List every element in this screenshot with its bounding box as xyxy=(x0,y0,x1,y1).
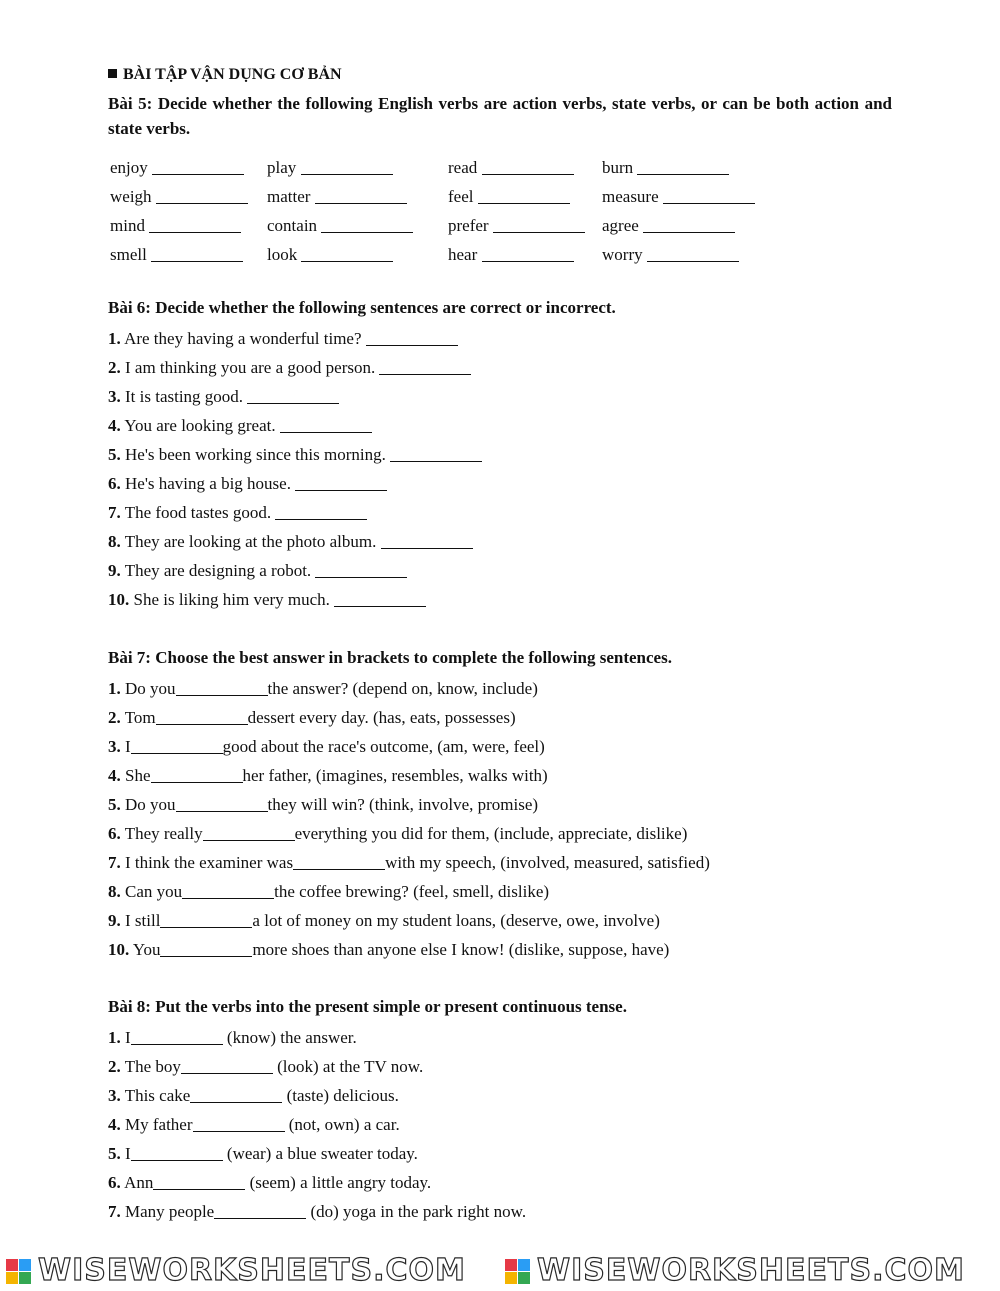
footer-watermark xyxy=(0,1253,1000,1289)
sentence-start: They really xyxy=(124,824,203,843)
item-number: 4. xyxy=(108,1115,121,1134)
sentence-end: (look) at the TV now. xyxy=(277,1057,424,1076)
sentence-end: with my speech, (involved, measured, satisfied) xyxy=(385,853,710,872)
item-number: 3. xyxy=(108,387,121,406)
answer-blank[interactable] xyxy=(275,503,367,520)
sentence-item xyxy=(108,382,616,411)
item-number: 4. xyxy=(108,416,121,435)
sentence-start: I think the examiner was xyxy=(125,853,294,872)
sentence-start: This cake xyxy=(124,1086,191,1105)
verb-label: mind xyxy=(110,216,145,235)
sentence-start: She xyxy=(125,766,151,785)
item-number: 8. xyxy=(108,882,121,901)
sentence-item xyxy=(108,732,710,761)
answer-blank[interactable] xyxy=(663,187,755,204)
verb-row xyxy=(108,183,892,211)
sentence-item xyxy=(108,469,616,498)
answer-blank[interactable] xyxy=(482,158,574,175)
verb-label: feel xyxy=(448,187,474,206)
answer-blank[interactable] xyxy=(160,911,252,928)
sentence-text: They are looking at the photo album. xyxy=(124,532,377,551)
sentence-text: You are looking great. xyxy=(124,416,276,435)
sentence-start: I xyxy=(125,1144,131,1163)
verb-item xyxy=(267,154,393,182)
sentence-start: Do you xyxy=(125,679,176,698)
worksheet-header xyxy=(108,62,892,270)
sentence-item xyxy=(108,411,616,440)
sentence-start: I xyxy=(125,737,131,756)
answer-blank[interactable] xyxy=(160,940,252,957)
item-number: 1. xyxy=(108,679,121,698)
sentence-end: everything you did for them, (include, appreciate, dislike) xyxy=(294,824,688,843)
sentence-end: good about the race's outcome, (am, were, feel) xyxy=(222,737,545,756)
sentence-item xyxy=(108,674,710,703)
verb-item xyxy=(602,241,739,269)
verb-label: prefer xyxy=(448,216,489,235)
sentence-item xyxy=(108,1139,627,1168)
sentence-start: My father xyxy=(125,1115,193,1134)
sentence-start: Ann xyxy=(124,1173,154,1192)
verb-label: measure xyxy=(602,187,659,206)
sentence-end: (know) the answer. xyxy=(226,1028,357,1047)
item-number: 7. xyxy=(108,503,121,522)
verb-label: burn xyxy=(602,158,634,177)
verb-item xyxy=(602,154,729,182)
sentence-text: I am thinking you are a good person. xyxy=(125,358,376,377)
sentence-item xyxy=(108,1168,627,1197)
item-number: 5. xyxy=(108,445,121,464)
answer-blank[interactable] xyxy=(176,679,268,696)
sentence-item xyxy=(108,527,616,556)
sentence-item xyxy=(108,1110,627,1139)
sentence-item xyxy=(108,1052,627,1081)
sentence-end: (not, own) a car. xyxy=(288,1115,400,1134)
answer-blank[interactable] xyxy=(321,216,413,233)
sentence-text: It is tasting good. xyxy=(125,387,244,406)
answer-blank[interactable] xyxy=(176,795,268,812)
verb-label: read xyxy=(448,158,478,177)
item-number: 3. xyxy=(108,1086,121,1105)
verb-item xyxy=(110,154,244,182)
sentence-item xyxy=(108,1197,627,1226)
sentence-item xyxy=(108,498,616,527)
section-heading: BÀI TẬP VẬN DỤNG CƠ BẢN xyxy=(108,62,892,88)
sentence-item xyxy=(108,848,710,877)
answer-blank[interactable] xyxy=(181,1057,273,1074)
answer-blank[interactable] xyxy=(193,1115,285,1132)
verb-label: weigh xyxy=(110,187,152,206)
answer-blank[interactable] xyxy=(151,766,243,783)
item-number: 7. xyxy=(108,853,121,872)
bai5-verb-grid xyxy=(108,154,892,270)
logo-mark-icon xyxy=(505,1259,531,1285)
verb-item xyxy=(267,183,407,211)
item-number: 1. xyxy=(108,1028,121,1047)
verb-label: smell xyxy=(110,245,147,264)
sentence-start: I xyxy=(125,1028,131,1047)
answer-blank[interactable] xyxy=(156,187,248,204)
verb-label: enjoy xyxy=(110,158,148,177)
answer-blank[interactable] xyxy=(637,158,729,175)
sentence-item xyxy=(108,819,710,848)
bai8-title: Bài 8: Put the verbs into the present simple or present continuous tense. xyxy=(108,997,627,1016)
answer-blank[interactable] xyxy=(478,187,570,204)
item-number: 6. xyxy=(108,824,121,843)
answer-blank[interactable] xyxy=(379,358,471,375)
answer-blank[interactable] xyxy=(214,1202,306,1219)
sentence-end: her father, (imagines, resembles, walks with) xyxy=(242,766,548,785)
item-number: 4. xyxy=(108,766,121,785)
sentence-item xyxy=(108,935,710,964)
answer-blank[interactable] xyxy=(381,532,473,549)
sentence-end: (do) yoga in the park right now. xyxy=(310,1202,527,1221)
item-number: 9. xyxy=(108,911,121,930)
answer-blank[interactable] xyxy=(366,329,458,346)
answer-blank[interactable] xyxy=(295,474,387,491)
verb-row xyxy=(108,241,892,269)
verb-item xyxy=(110,183,248,211)
bai6-section xyxy=(108,295,616,614)
sentence-start: Many people xyxy=(125,1202,215,1221)
sentence-start: Do you xyxy=(125,795,176,814)
verb-label: play xyxy=(267,158,297,177)
answer-blank[interactable] xyxy=(647,245,739,262)
sentence-end: more shoes than anyone else I know! (dislike, suppose, have) xyxy=(252,940,670,959)
sentence-start: The boy xyxy=(124,1057,181,1076)
verb-row xyxy=(108,154,892,182)
verb-item xyxy=(110,212,241,240)
sentence-item xyxy=(108,877,710,906)
sentence-item xyxy=(108,353,616,382)
sentence-item xyxy=(108,761,710,790)
answer-blank[interactable] xyxy=(301,245,393,262)
sentence-end: the answer? (depend on, know, include) xyxy=(267,679,538,698)
item-number: 2. xyxy=(108,708,121,727)
sentence-text: They are designing a robot. xyxy=(124,561,312,580)
bai8-section xyxy=(108,994,627,1226)
verb-item xyxy=(448,241,574,269)
answer-blank[interactable] xyxy=(643,216,735,233)
verb-item xyxy=(448,183,570,211)
item-number: 5. xyxy=(108,795,121,814)
sentence-item xyxy=(108,324,616,353)
answer-blank[interactable] xyxy=(203,824,295,841)
logo-text: WISEWORKSHEETS.COM xyxy=(38,1253,466,1288)
sentence-end: dessert every day. (has, eats, possesses) xyxy=(247,708,516,727)
verb-item xyxy=(602,183,755,211)
answer-blank[interactable] xyxy=(390,445,482,462)
sentence-item xyxy=(108,906,710,935)
sentence-text: He's having a big house. xyxy=(125,474,291,493)
sentence-start: Can you xyxy=(125,882,183,901)
item-number: 8. xyxy=(108,532,121,551)
bai7-section xyxy=(108,645,710,964)
bai6-title: Bài 6: Decide whether the following sentences are correct or incorrect. xyxy=(108,298,616,317)
item-number: 3. xyxy=(108,737,121,756)
bai5-title: Bài 5: Decide whether the following English verbs are action verbs, state verbs, or can be both action and state verbs. xyxy=(108,94,892,138)
sentence-start: You xyxy=(132,940,161,959)
verb-row xyxy=(108,212,892,240)
answer-blank[interactable] xyxy=(493,216,585,233)
sentence-start: Tom xyxy=(124,708,156,727)
answer-blank[interactable] xyxy=(315,187,407,204)
verb-item xyxy=(448,154,574,182)
sentence-text: She is liking him very much. xyxy=(133,590,330,609)
sentence-item xyxy=(108,440,616,469)
sentence-start: I still xyxy=(125,911,161,930)
sentence-end: (taste) delicious. xyxy=(286,1086,399,1105)
sentence-end: a lot of money on my student loans, (deserve, owe, involve) xyxy=(252,911,660,930)
item-number: 5. xyxy=(108,1144,121,1163)
verb-item xyxy=(110,241,243,269)
verb-label: agree xyxy=(602,216,639,235)
answer-blank[interactable] xyxy=(301,158,393,175)
answer-blank[interactable] xyxy=(153,1173,245,1190)
answer-blank[interactable] xyxy=(280,416,372,433)
sentence-item xyxy=(108,556,616,585)
verb-label: look xyxy=(267,245,298,264)
sentence-end: they will win? (think, involve, promise) xyxy=(267,795,539,814)
answer-blank[interactable] xyxy=(152,158,244,175)
item-number: 2. xyxy=(108,1057,121,1076)
sentence-end: (wear) a blue sweater today. xyxy=(226,1144,418,1163)
answer-blank[interactable] xyxy=(315,561,407,578)
answer-blank[interactable] xyxy=(131,1028,223,1045)
item-number: 10. xyxy=(108,940,130,959)
sentence-item xyxy=(108,1023,627,1052)
sentence-item xyxy=(108,790,710,819)
square-bullet-icon xyxy=(108,69,117,78)
sentence-text: Are they having a wonderful time? xyxy=(124,329,362,348)
item-number: 2. xyxy=(108,358,121,377)
answer-blank[interactable] xyxy=(151,245,243,262)
verb-item xyxy=(602,212,735,240)
verb-item xyxy=(448,212,585,240)
sentence-text: The food tastes good. xyxy=(124,503,272,522)
answer-blank[interactable] xyxy=(149,216,241,233)
answer-blank[interactable] xyxy=(293,853,385,870)
logo-mark-icon xyxy=(6,1259,32,1285)
sentence-end: the coffee brewing? (feel, smell, dislike) xyxy=(274,882,550,901)
sentence-end: (seem) a little angry today. xyxy=(249,1173,432,1192)
item-number: 10. xyxy=(108,590,130,609)
verb-label: contain xyxy=(267,216,318,235)
answer-blank[interactable] xyxy=(334,590,426,607)
item-number: 6. xyxy=(108,1173,121,1192)
sentence-item xyxy=(108,703,710,732)
verb-label: worry xyxy=(602,245,643,264)
verb-item xyxy=(267,212,413,240)
answer-blank[interactable] xyxy=(156,708,248,725)
bai7-title: Bài 7: Choose the best answer in brackets to complete the following sentences. xyxy=(108,648,672,667)
verb-label: hear xyxy=(448,245,478,264)
answer-blank[interactable] xyxy=(182,882,274,899)
item-number: 7. xyxy=(108,1202,121,1221)
logo-text: WISEWORKSHEETS.COM xyxy=(537,1253,965,1288)
item-number: 6. xyxy=(108,474,121,493)
sentence-text: He's been working since this morning. xyxy=(125,445,386,464)
item-number: 9. xyxy=(108,561,121,580)
sentence-item xyxy=(108,585,616,614)
answer-blank[interactable] xyxy=(247,387,339,404)
sentence-item xyxy=(108,1081,627,1110)
verb-label: matter xyxy=(267,187,311,206)
answer-blank[interactable] xyxy=(190,1086,282,1103)
answer-blank[interactable] xyxy=(131,1144,223,1161)
verb-item xyxy=(267,241,393,269)
answer-blank[interactable] xyxy=(482,245,574,262)
item-number: 1. xyxy=(108,329,121,348)
answer-blank[interactable] xyxy=(131,737,223,754)
